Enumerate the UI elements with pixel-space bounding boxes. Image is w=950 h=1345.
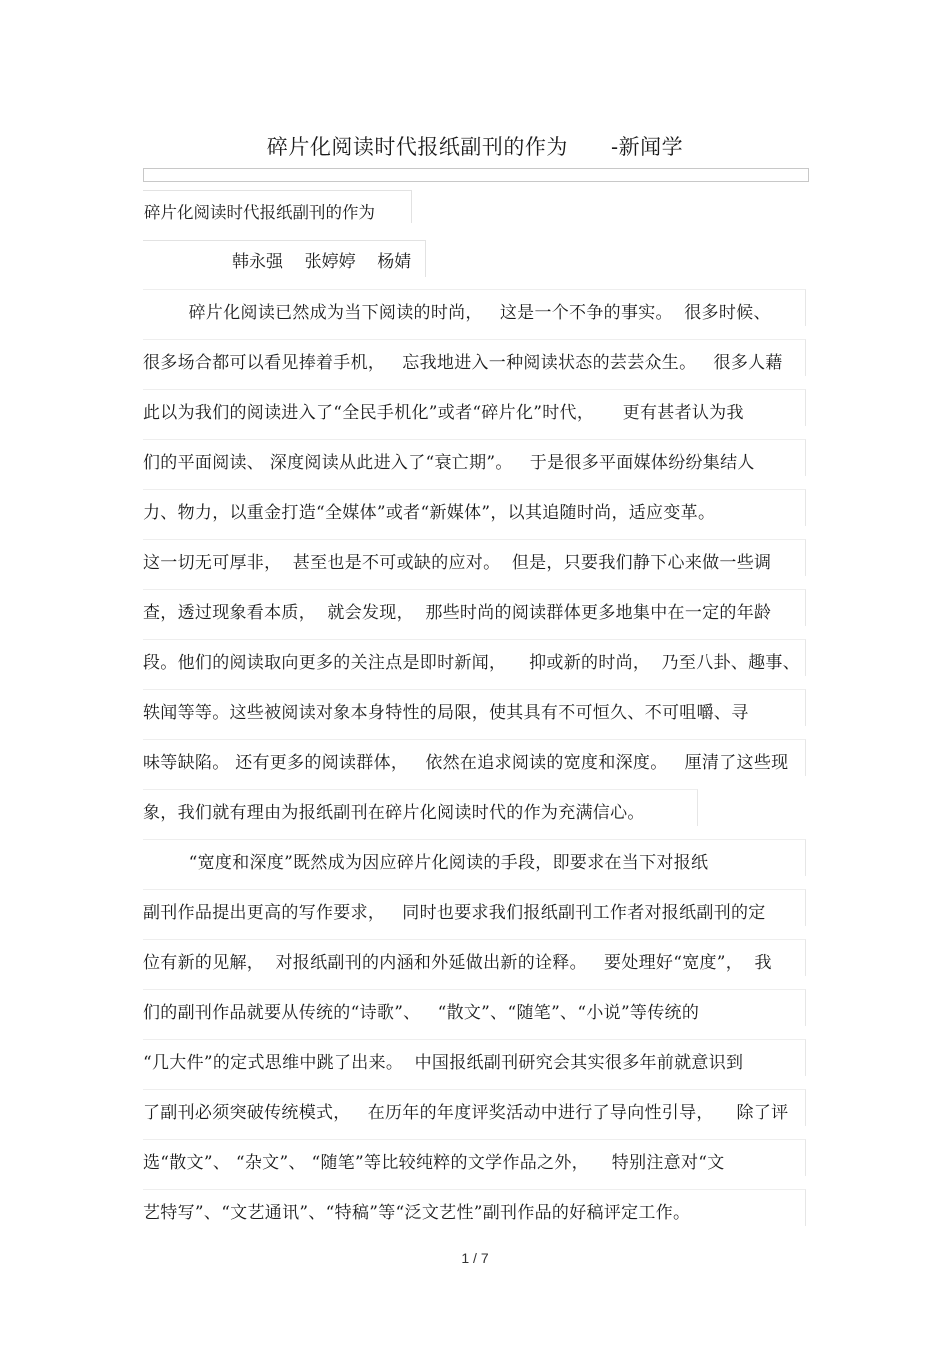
body-text-line: 查，透过现象看本质， 就会发现， 那些时尚的阅读群体更多地集中在一定的年龄 [143, 603, 772, 623]
body-text-line: 们的平面阅读、 深度阅读从此进入了“衰亡期”。 于是很多平面媒体纷纷集结人 [143, 453, 755, 473]
body-text-line: 们的副刊作品就要从传统的“诗歌”、 “散文”、“随笔”、“小说”等传统的 [143, 1003, 700, 1023]
document-title: 碎片化阅读时代报纸副刊的作为 -新闻学 [266, 135, 684, 159]
article-subtitle: 碎片化阅读时代报纸副刊的作为 [144, 203, 375, 222]
body-text-line: 很多场合都可以看见捧着手机， 忘我地进入一种阅读状态的芸芸众生。 很多人藉 [143, 353, 783, 373]
title-rule [143, 168, 809, 182]
body-text-line: 副刊作品提出更高的写作要求， 同时也要求我们报纸副刊工作者对报纸副刊的定 [143, 903, 766, 923]
body-text-line: 象，我们就有理由为报纸副刊在碎片化阅读时代的作为充满信心。 [143, 803, 645, 823]
body-text-line: 碎片化阅读已然成为当下阅读的时尚， 这是一个不争的事实。 很多时候、 [143, 303, 771, 323]
body-text-line: 选“散文”、 “杂文”、 “随笔”等比较纯粹的文学作品之外， 特别注意对“文 [143, 1153, 725, 1173]
body-text-line: 力、物力，以重金打造“全媒体”或者“新媒体”，以其追随时尚，适应变革。 [143, 503, 716, 523]
article-authors: 韩永强 张婷婷 杨婧 [232, 252, 412, 272]
body-text-line: 位有新的见解， 对报纸副刊的内涵和外延做出新的诠释。 要处理好“宽度”， 我 [143, 953, 772, 973]
body-text-line: 这一切无可厚非， 甚至也是不可或缺的应对。 但是，只要我们静下心来做一些调 [143, 553, 772, 573]
body-text-line: “宽度和深度”既然成为因应碎片化阅读的手段，即要求在当下对报纸 [143, 853, 709, 873]
body-text-line: “几大件”的定式思维中跳了出来。 中国报纸副刊研究会其实很多年前就意识到 [143, 1053, 744, 1073]
body-text-line: 了副刊必须突破传统模式， 在历年的年度评奖活动中进行了导向性引导， 除了评 [143, 1103, 789, 1123]
body-text-line: 味等缺陷。 还有更多的阅读群体， 依然在追求阅读的宽度和深度。 厘清了这些现 [143, 753, 789, 773]
body-text-line: 段。他们的阅读取向更多的关注点是即时新闻， 抑或新的时尚， 乃至八卦、趣事、 [143, 653, 801, 673]
body-text-line: 艺特写”、“文艺通讯”、“特稿”等“泛文艺性”副刊作品的好稿评定工作。 [143, 1203, 691, 1223]
body-text-line: 此以为我们的阅读进入了“全民手机化”或者“碎片化”时代， 更有甚者认为我 [143, 403, 744, 423]
page-number: 1 / 7 [461, 1250, 489, 1266]
body-text-line: 轶闻等等。这些被阅读对象本身特性的局限，使其具有不可恒久、不可咀嚼、寻 [143, 703, 749, 723]
